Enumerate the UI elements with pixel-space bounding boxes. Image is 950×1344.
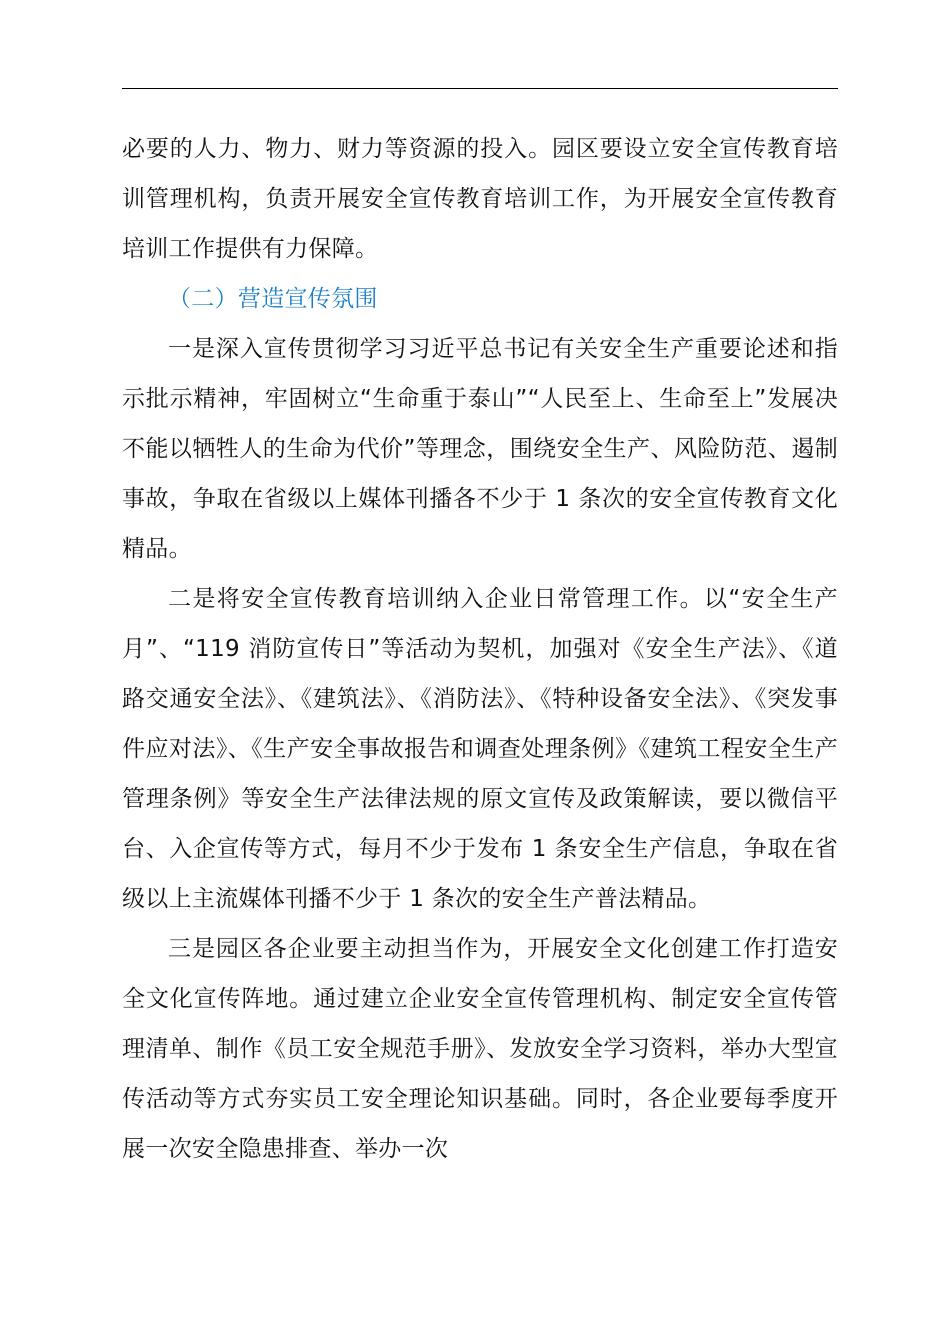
paragraph-continuation: 必要的人力、物力、财力等资源的投入。园区要设立安全宣传教育培训管理机构，负责开展安全宣传教育培训工作，为开展安全宣传教育培训工作提供有力保障。 — [122, 136, 838, 262]
header-rule — [122, 88, 838, 89]
paragraph-item-one: 一是深入宣传贯彻学习习近平总书记有关安全生产重要论述和指示批示精神，牢固树立“生命重于泰山”“人民至上、生命至上”发展决不能以牺牲人的生命为代价”等理念，围绕安全生产、风险防范、遏制事故，争取在省级以上媒体刊播各不少于 1 条次的安全宣传教育文化精品。 — [122, 336, 838, 562]
paragraph-item-three: 三是园区各企业要主动担当作为，开展安全文化创建工作打造安全文化宣传阵地。通过建立企业安全宣传管理机构、制定安全宣传管理清单、制作《员工安全规范手册》、发放安全学习资料，举办大型宣传活动等方式夯实员工安全理论知识基础。同时，各企业要每季度开展一次安全隐患排查、举办一次 — [122, 936, 838, 1162]
section-heading: （二）营造宣传氛围 — [168, 286, 378, 312]
paragraph-item-two: 二是将安全宣传教育培训纳入企业日常管理工作。以“安全生产月”、“119 消防宣传日”等活动为契机，加强对《安全生产法》、《道路交通安全法》、《建筑法》、《消防法》、《特种设备安全法》、《突发事件应对法》、《生产安全事故报告和调查处理条例》《建筑工程安全生产管理条例》等安全生产法律法规的原文宣传及政策解读，要以微信平台、入企宣传等方式，每月不少于发布 1 条安全生产信息，争取在省级以上主流媒体刊播不少于 1 条次的安全生产普法精品。 — [122, 586, 838, 912]
document-body — [122, 124, 838, 1174]
